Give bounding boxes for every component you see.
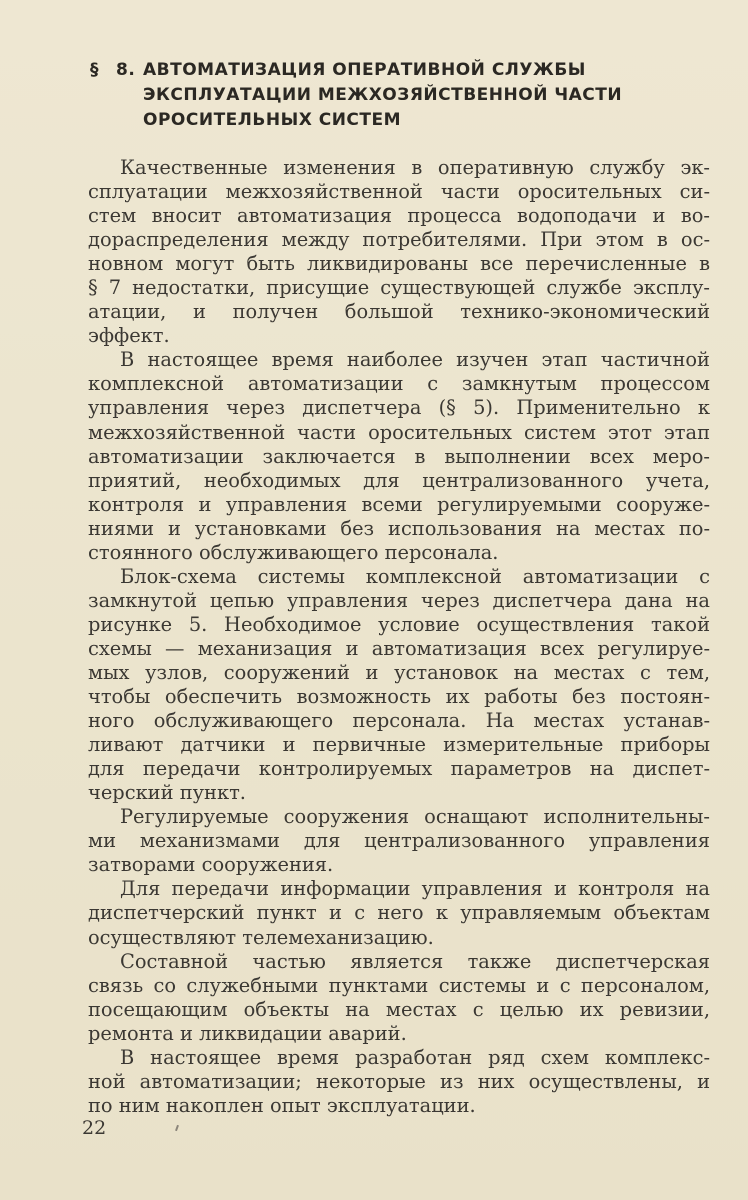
- text-line: по ним накоплен опыт эксплуатации.: [88, 1093, 476, 1117]
- paragraph: [88, 950, 710, 1046]
- paragraph: [88, 156, 710, 348]
- text-line: Качественные изменения в оперативную службу эк-: [120, 156, 710, 179]
- text-line: комплексной автоматизации с замкнутым процессом: [88, 372, 710, 396]
- text-line: В настоящее время разработан ряд схем комплекс-: [120, 1045, 710, 1069]
- text-line: сплуатации межхозяйственной части оросительных си-: [88, 180, 710, 204]
- text-line: замкнутой цепью управления через диспетчера дана на: [88, 588, 710, 612]
- text-line: Регулируемые сооружения оснащают исполнительны-: [120, 805, 710, 829]
- text-line: для передачи контролируемых параметров на диспет-: [88, 757, 710, 781]
- text-line: диспетчерский пункт и с него к управляемым объектам: [88, 901, 710, 925]
- text-line: ремонта и ликвидации аварий.: [88, 1021, 407, 1045]
- text-line: атации, и получен большой технико-экономический: [88, 300, 710, 324]
- text-line: стем вносит автоматизация процесса водоподачи и во-: [88, 204, 710, 228]
- paragraph: [88, 565, 710, 805]
- text-line: приятий, необходимых для централизованного учета,: [88, 468, 710, 492]
- text-line: межхозяйственной части оросительных систем этот этап: [88, 420, 710, 444]
- paragraph: [88, 877, 710, 949]
- text-line: § 7 недостатки, присущие существующей службе эксплу-: [88, 276, 710, 300]
- paragraph: [88, 805, 710, 877]
- heading-line-3: ОРОСИТЕЛЬНЫХ СИСТЕМ: [143, 110, 402, 130]
- text-line: ливают датчики и первичные измерительные приборы: [88, 733, 710, 757]
- text-line: ного обслуживающего персонала. На местах устанав-: [88, 709, 710, 733]
- text-line: чтобы обеспечить возможность их работы без постоян-: [88, 685, 710, 709]
- text-line: ми механизмами для централизованного управления: [88, 829, 710, 853]
- text-line: контроля и управления всеми регулируемыми сооруже-: [88, 492, 710, 516]
- text-line: рисунке 5. Необходимое условие осуществления такой: [88, 612, 710, 636]
- paper-speck: [175, 1125, 179, 1131]
- text-line: связь со служебными пунктами системы и с персоналом,: [88, 973, 710, 997]
- text-line: осуществляют телемеханизацию.: [88, 925, 434, 949]
- section-number: 8.: [116, 60, 136, 80]
- text-line: автоматизации заключается в выполнении всех меро-: [88, 444, 710, 468]
- text-line: затворами сооружения.: [88, 853, 334, 877]
- text-line: мых узлов, сооружений и установок на местах с тем,: [88, 660, 710, 684]
- text-line: управления через диспетчера (§ 5). Применительно к: [88, 396, 710, 420]
- body-text: [88, 156, 710, 1118]
- heading-line-1: АВТОМАТИЗАЦИЯ ОПЕРАТИВНОЙ СЛУЖБЫ: [143, 60, 586, 80]
- page-number: 22: [82, 1117, 107, 1139]
- text-line: эффект.: [88, 324, 170, 348]
- text-line: Блок-схема системы комплексной автоматизации с: [120, 564, 710, 588]
- text-line: ной автоматизации; некоторые из них осуществлены, и: [88, 1069, 710, 1093]
- text-line: схемы — механизация и автоматизация всех регулируе-: [88, 636, 710, 660]
- text-line: стоянного обслуживающего персонала.: [88, 540, 499, 564]
- paragraph: [88, 348, 710, 564]
- section-sign: §: [90, 60, 99, 80]
- section-heading: [90, 58, 650, 133]
- text-line: ниями и установками без использования на местах по-: [88, 516, 710, 540]
- text-line: дораспределения между потребителями. При этом в ос-: [88, 228, 710, 252]
- text-line: В настоящее время наиболее изучен этап частичной: [120, 348, 710, 372]
- paragraph: [88, 1046, 710, 1118]
- text-line: посещающим объекты на местах с целью их ревизии,: [88, 997, 710, 1021]
- text-line: Составной частью является также диспетчерская: [120, 949, 710, 973]
- text-line: черский пункт.: [88, 781, 246, 805]
- text-line: Для передачи информации управления и контроля на: [120, 877, 710, 901]
- text-line: новном могут быть ликвидированы все перечисленные в: [88, 252, 710, 276]
- heading-line-2: ЭКСПЛУАТАЦИИ МЕЖХОЗЯЙСТВЕННОЙ ЧАСТИ: [143, 85, 623, 105]
